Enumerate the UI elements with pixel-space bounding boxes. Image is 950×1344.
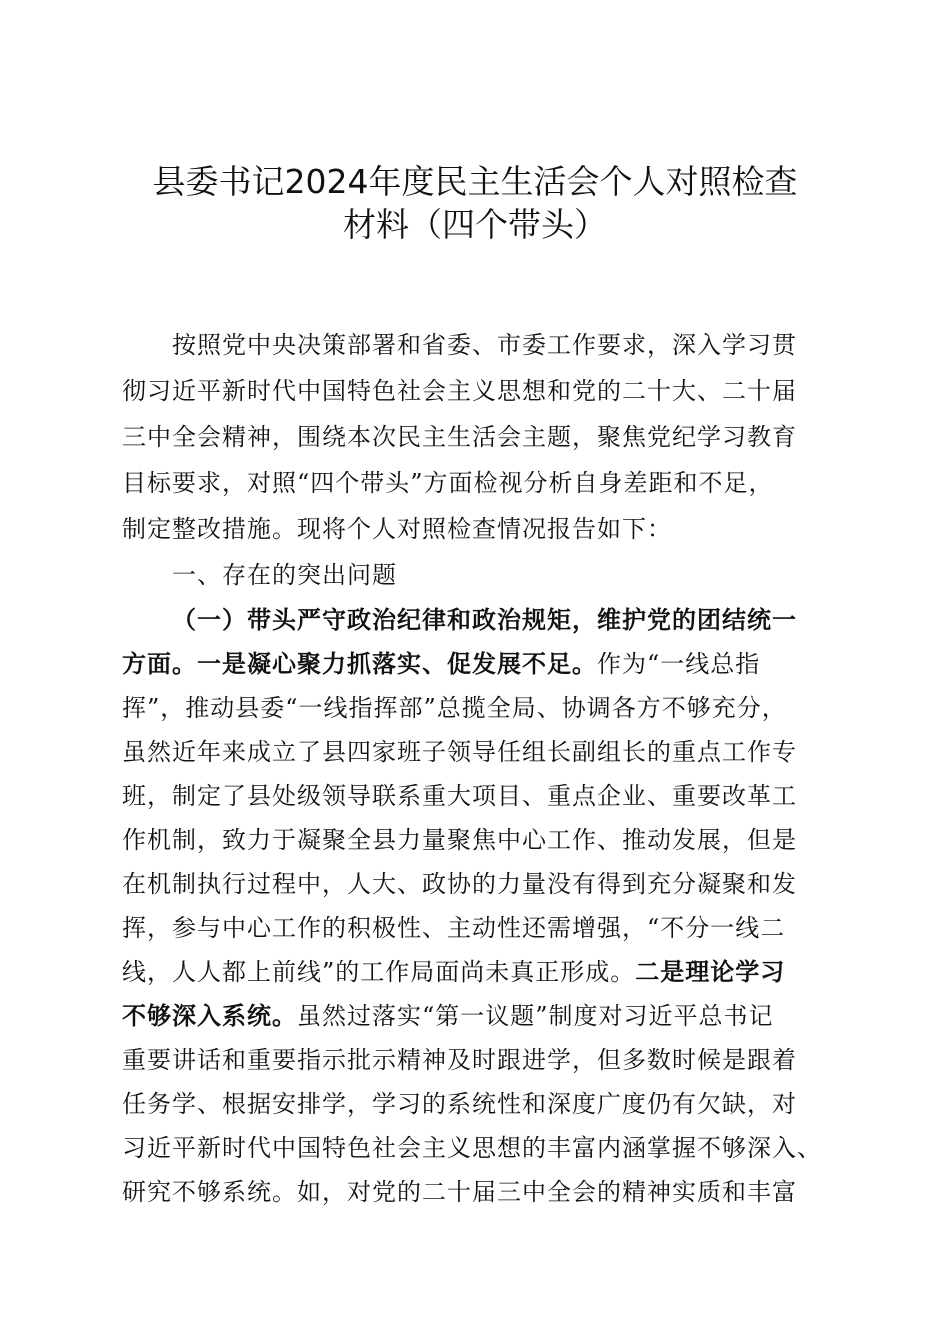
paragraph-line: 挥”，推动县委“一线指挥部”总揽全局、协调各方不够充分， [122,694,787,722]
paragraph-line: 班，制定了县处级领导联系重大项目、重点企业、重要改革工 [122,782,797,810]
paragraph-line: 习近平新时代中国特色社会主义思想的丰富内涵掌握不够深入、 [122,1134,822,1162]
point-heading-cont: 不够深入系统。 [122,1002,297,1030]
paragraph-line: 研究不够系统。如，对党的二十届三中全会的精神实质和丰富 [122,1178,797,1206]
paragraph-line [122,950,842,994]
section-heading: 一、存在的突出问题 [172,561,397,589]
body-text: 线，人人都上前线”的工作局面尚未真正形成。 [122,958,636,986]
intro-line: 三中全会精神，围绕本次民主生活会主题，聚焦党纪学习教育 [122,423,797,451]
title-line-1: 县委书记2024年度民主生活会个人对照检查 [152,162,798,201]
paragraph-line [122,642,842,686]
paragraph-line: 作机制，致力于凝聚全县力量聚焦中心工作、推动发展，但是 [122,826,797,854]
subsection-heading-cont: 方面。一是凝心聚力抓落实、促发展不足。 [122,650,597,678]
body-text: 作为“一线总指 [597,650,761,678]
document-title [0,160,950,246]
document-body [122,322,842,1214]
title-line-2: 材料（四个带头） [343,205,607,244]
paragraph-line: 挥，参与中心工作的积极性、主动性还需增强，“不分一线二 [122,914,786,942]
paragraph-line: 重要讲话和重要指示批示精神及时跟进学，但多数时候是跟着 [122,1046,797,1074]
intro-line: 按照党中央决策部署和省委、市委工作要求，深入学习贯 [172,331,797,359]
point-heading: 二是理论学习 [635,958,786,986]
intro-line: 目标要求，对照“四个带头”方面检视分析自身差距和不足， [122,469,774,497]
paragraph-line: 在机制执行过程中，人大、政协的力量没有得到充分凝聚和发 [122,870,797,898]
intro-line: 彻习近平新时代中国特色社会主义思想和党的二十大、二十届 [122,377,797,405]
intro-line: 制定整改措施。现将个人对照检查情况报告如下： [122,515,672,543]
paragraph-line: 任务学、根据安排学，学习的系统性和深度广度仍有欠缺，对 [122,1090,797,1118]
paragraph-line: 虽然近年来成立了县四家班子领导任组长副组长的重点工作专 [122,738,797,766]
paragraph-line [122,994,842,1038]
body-text: 虽然过落实“第一议题”制度对习近平总书记 [297,1002,774,1030]
subsection-heading: （一）带头严守政治纪律和政治规矩，维护党的团结统一 [172,606,797,634]
